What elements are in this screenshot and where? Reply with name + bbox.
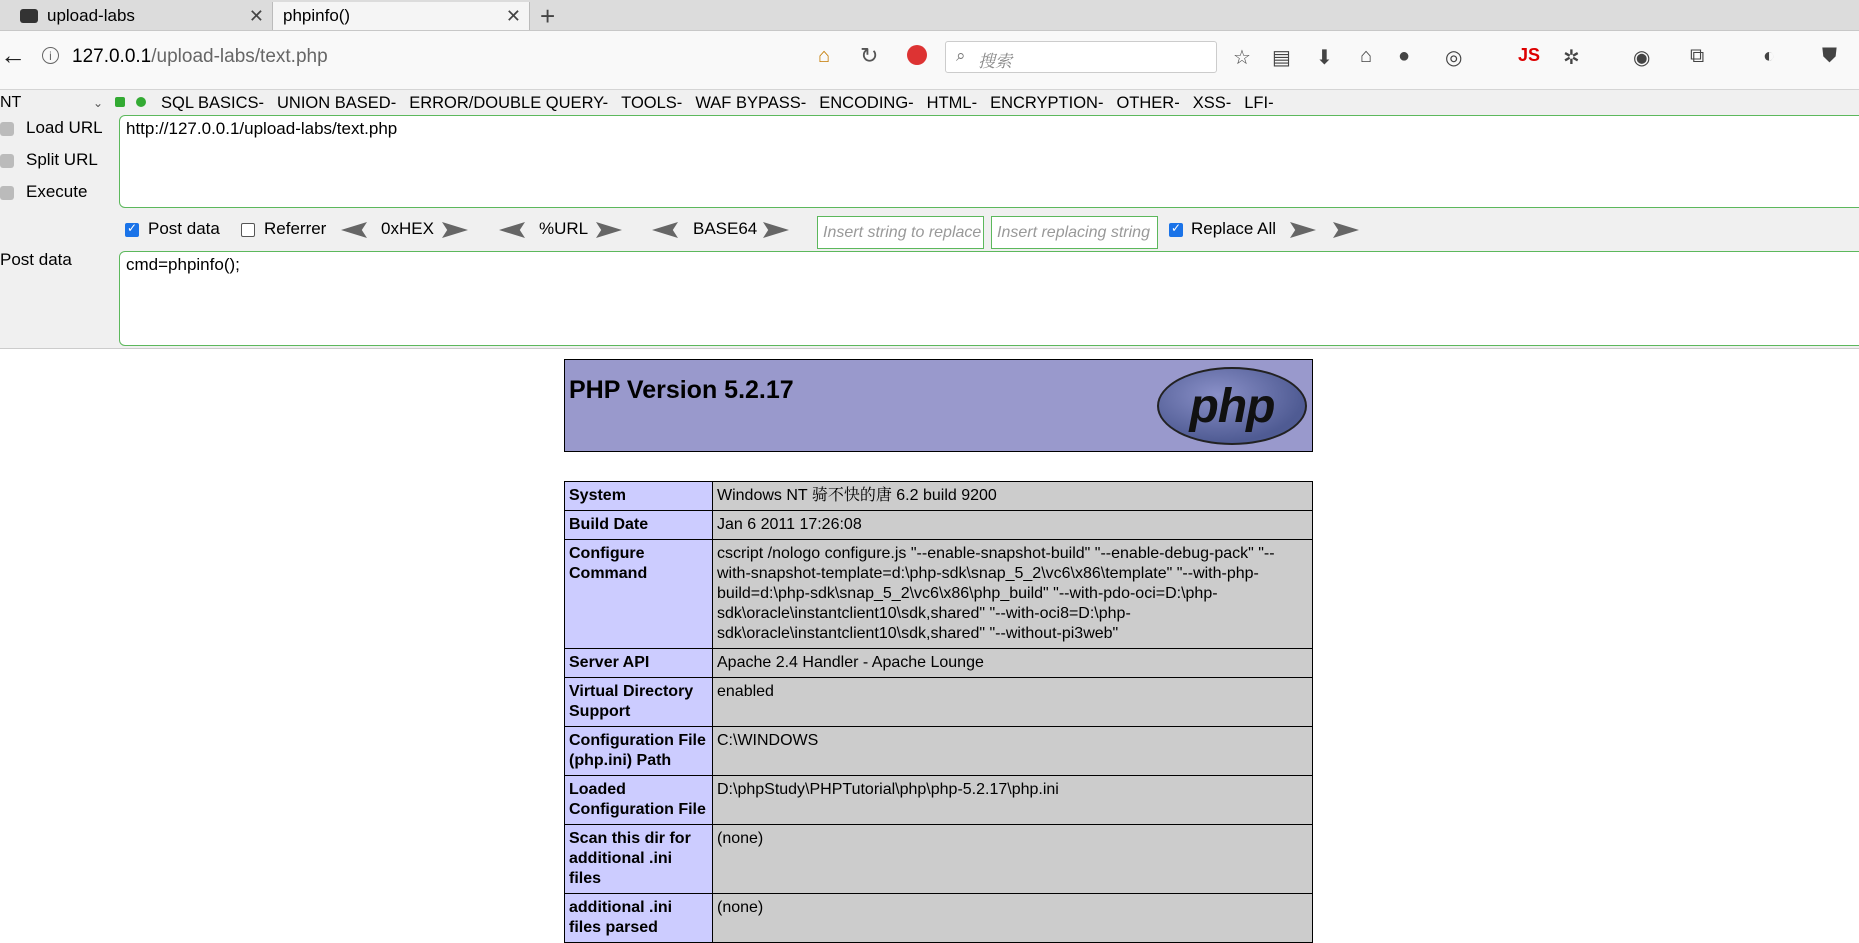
translate-icon[interactable]: ◐: [1763, 45, 1776, 67]
base64-decode-arrow-icon[interactable]: [652, 222, 678, 238]
row-key: Scan this dir for additional .ini files: [565, 825, 713, 894]
php-version-title: PHP Version 5.2.17: [569, 376, 794, 404]
tab-upload-labs[interactable]: [0, 2, 272, 30]
load-url-label: Load URL: [26, 118, 103, 137]
row-key: Configuration File (php.ini) Path: [565, 727, 713, 776]
hackbar-menu-list: [161, 90, 1287, 116]
table-row: [565, 727, 1313, 776]
url-host: 127.0.0.1: [72, 46, 152, 67]
php-info-table: [564, 481, 1313, 943]
post-data-label: Post data: [0, 250, 72, 269]
load-url-icon: [0, 122, 14, 136]
php-logo-text: php: [1189, 380, 1275, 433]
search-input[interactable]: [945, 41, 1217, 73]
bookmark-star-icon[interactable]: ☆: [1233, 47, 1251, 69]
table-row: [565, 540, 1313, 649]
search-icon: ⌕: [956, 46, 966, 65]
url-textarea[interactable]: [119, 115, 1859, 208]
hex-encode-arrow-icon[interactable]: [442, 222, 468, 238]
post-data-textarea[interactable]: [119, 251, 1859, 346]
post-data-checkbox[interactable]: [125, 223, 139, 237]
php-version-header: [564, 359, 1313, 452]
url-textarea-value: http://127.0.0.1/upload-labs/text.php: [126, 119, 398, 138]
row-value: (none): [713, 825, 1313, 894]
home-icon[interactable]: ⌂: [818, 45, 831, 67]
referrer-checkbox[interactable]: [241, 223, 255, 237]
load-url-button[interactable]: [0, 118, 103, 138]
row-value: Apache 2.4 Handler - Apache Lounge: [713, 649, 1313, 678]
replace-all-arrow-icon[interactable]: [1333, 222, 1359, 238]
split-url-button[interactable]: [0, 150, 98, 170]
share-icon[interactable]: ⧉: [1690, 45, 1705, 67]
base64-encode-arrow-icon[interactable]: [763, 222, 789, 238]
replace-all-checkbox[interactable]: [1169, 223, 1183, 237]
site-info-icon[interactable]: i: [42, 47, 59, 64]
hackbar-menu-item[interactable]: TOOLS-: [621, 94, 683, 112]
hackbar-menu-item[interactable]: ENCRYPTION-: [990, 94, 1104, 112]
table-row: [565, 894, 1313, 943]
table-row: [565, 649, 1313, 678]
url-encode-arrow-icon[interactable]: [596, 222, 622, 238]
tab-title: upload-labs: [47, 6, 135, 25]
replace-all-label: Replace All: [1191, 219, 1277, 238]
split-url-label: Split URL: [26, 150, 98, 169]
reload-icon[interactable]: ↻: [860, 43, 879, 68]
split-url-icon: [0, 154, 14, 168]
tab-phpinfo[interactable]: [272, 2, 530, 30]
url-encode-label: %URL: [539, 219, 589, 238]
tab-title: phpinfo(): [283, 6, 351, 25]
js-icon[interactable]: JS: [1518, 45, 1541, 65]
row-value: (none): [713, 894, 1313, 943]
plus-icon[interactable]: [136, 97, 146, 107]
hackbar-menu-item[interactable]: XSS-: [1192, 94, 1232, 112]
back-arrow-icon[interactable]: ←: [0, 40, 26, 70]
row-value: D:\phpStudy\PHPTutorial\php\php-5.2.17\php.ini: [713, 776, 1313, 825]
row-value: C:\WINDOWS: [713, 727, 1313, 776]
hackbar-select[interactable]: [0, 92, 103, 114]
shield-addon-icon[interactable]: ◉: [1633, 47, 1651, 69]
execute-label: Execute: [26, 182, 88, 201]
row-key: System: [565, 482, 713, 511]
php-logo: [1157, 367, 1307, 445]
page-favicon-icon: [20, 9, 38, 23]
table-row: [565, 482, 1313, 511]
minus-icon[interactable]: [115, 97, 125, 107]
replacing-string-input[interactable]: Insert replacing string: [991, 216, 1158, 249]
row-key: Loaded Configuration File: [565, 776, 713, 825]
globe-icon[interactable]: ●: [1398, 45, 1411, 67]
execute-button[interactable]: [0, 182, 87, 202]
table-row: [565, 825, 1313, 894]
block-icon[interactable]: [907, 45, 927, 65]
navigation-bar: [0, 31, 1859, 90]
table-row: [565, 511, 1313, 540]
row-key: Configure Command: [565, 540, 713, 649]
row-key: additional .ini files parsed: [565, 894, 713, 943]
close-tab-icon[interactable]: ✕: [248, 6, 264, 26]
hackbar-menu-item[interactable]: ENCODING-: [819, 94, 914, 112]
address-bar[interactable]: [72, 43, 822, 71]
hex-label: 0xHEX: [381, 219, 434, 238]
hackbar-menu-item[interactable]: ERROR/DOUBLE QUERY-: [409, 94, 609, 112]
table-row: [565, 678, 1313, 727]
row-value: Windows NT 骑不快的唐 6.2 build 9200: [713, 482, 1313, 511]
hackbar-menu-item[interactable]: WAF BYPASS-: [695, 94, 807, 112]
chevron-down-icon: ⌄: [92, 96, 103, 110]
referrer-option-label: Referrer: [264, 219, 327, 238]
row-value: cscript /nologo configure.js "--enable-snapshot-build" "--enable-debug-pack" "--with-snapshot-template=d:\php-sdk\snap_5_2\vc6\x86\template" "--with-php-build=d:\php-sdk\snap_5_2\vc6\x86\php_build" "--with-pdo-oci=D:\php-sdk\oracle\instantclient10\sdk,shared" "--with-oci8=D:\php-sdk\oracle\instantclient10\sdk,shared" "--without-pi3web": [713, 540, 1313, 649]
new-tab-icon[interactable]: +: [540, 1, 556, 31]
table-row: [565, 776, 1313, 825]
replace-string-input[interactable]: Insert string to replace: [817, 216, 984, 249]
hex-decode-arrow-icon[interactable]: [341, 222, 367, 238]
hackbar-options: [0, 216, 1859, 244]
url-decode-arrow-icon[interactable]: [499, 222, 525, 238]
row-key: Server API: [565, 649, 713, 678]
base64-label: BASE64: [693, 219, 758, 238]
row-value: Jan 6 2011 17:26:08: [713, 511, 1313, 540]
bug-icon[interactable]: ✲: [1563, 47, 1580, 69]
post-data-option-label: Post data: [148, 219, 220, 238]
hackbar-menu-item[interactable]: UNION BASED-: [277, 94, 397, 112]
hackbar-menu: [0, 90, 1859, 116]
palette-icon[interactable]: ◎: [1445, 47, 1463, 69]
execute-icon: [0, 186, 14, 200]
close-tab-icon[interactable]: ✕: [505, 6, 521, 26]
hackbar-select-value: NT: [0, 94, 22, 111]
row-key: Build Date: [565, 511, 713, 540]
reading-list-icon[interactable]: ▤: [1272, 47, 1291, 69]
home-toolbar-icon[interactable]: ⌂: [1360, 45, 1373, 67]
hackbar-menu-item[interactable]: LFI-: [1244, 94, 1274, 112]
search-placeholder: 搜索: [978, 52, 1012, 71]
url-path: /upload-labs/text.php: [151, 46, 328, 67]
row-value: enabled: [713, 678, 1313, 727]
hackbar-menu-item[interactable]: OTHER-: [1116, 94, 1180, 112]
download-icon[interactable]: ⬇: [1316, 47, 1333, 69]
replace-arrow-icon[interactable]: [1290, 222, 1316, 238]
tab-bar: [0, 0, 1859, 31]
row-key: Virtual Directory Support: [565, 678, 713, 727]
hackbar-menu-item[interactable]: SQL BASICS-: [161, 94, 265, 112]
post-data-value: cmd=phpinfo();: [126, 255, 240, 274]
hackbar-menu-item[interactable]: HTML-: [926, 94, 978, 112]
security-shield-icon[interactable]: ⛊: [1822, 45, 1837, 67]
